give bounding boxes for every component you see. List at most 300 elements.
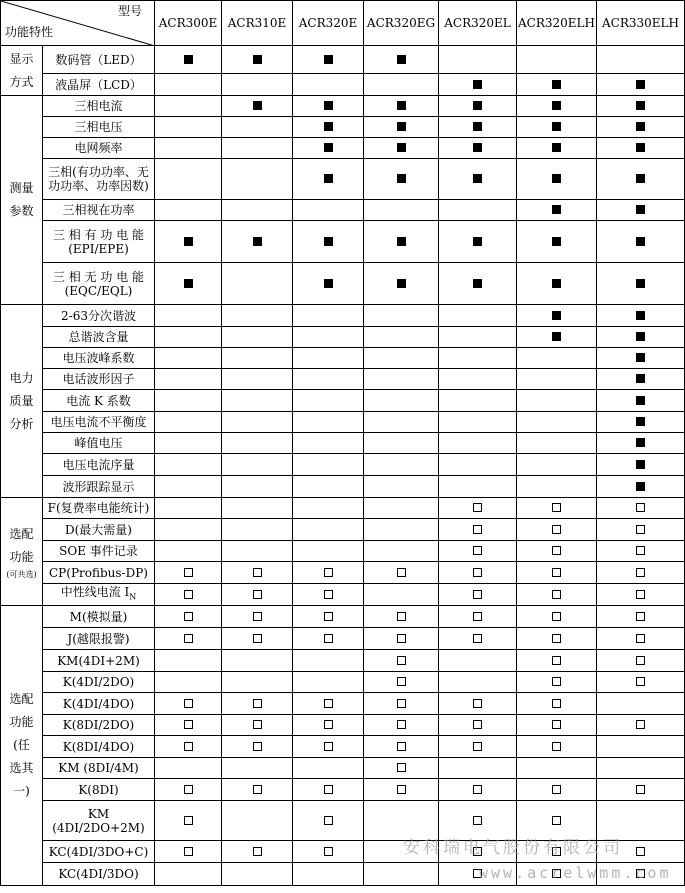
mark-cell — [439, 715, 517, 736]
mark-cell — [293, 519, 364, 541]
mark-cell — [293, 305, 364, 327]
mark-cell — [597, 498, 685, 519]
mark-cell — [517, 74, 597, 96]
optional-feature-icon — [473, 869, 482, 878]
optional-feature-icon — [324, 816, 333, 825]
mark-cell — [517, 801, 597, 841]
mark-cell — [364, 390, 439, 412]
standard-feature-icon — [636, 374, 645, 383]
mark-cell — [155, 628, 222, 650]
mark-cell — [364, 606, 439, 628]
feature-label — [43, 519, 155, 541]
mark-cell — [517, 693, 597, 715]
mark-cell — [293, 863, 364, 886]
mark-cell — [222, 841, 293, 863]
feature-label — [43, 117, 155, 138]
group-optional-label: 选配 功能 — [9, 526, 34, 564]
mark-cell — [364, 541, 439, 562]
header-feature-label: 功能特性 — [5, 25, 54, 39]
optional-feature-icon — [636, 525, 645, 534]
mark-cell — [222, 263, 293, 305]
mark-cell — [155, 562, 222, 584]
optional-feature-icon — [324, 612, 333, 621]
mark-cell — [155, 390, 222, 412]
mark-cell — [364, 348, 439, 369]
mark-cell — [517, 476, 597, 498]
optional-feature-icon — [552, 869, 561, 878]
mark-cell — [364, 74, 439, 96]
mark-cell — [222, 305, 293, 327]
mark-cell — [222, 606, 293, 628]
table-row — [1, 693, 685, 715]
mark-cell — [222, 801, 293, 841]
feature-text: KC(4DI/3DO) — [58, 867, 139, 881]
mark-cell — [222, 779, 293, 801]
optional-feature-icon — [473, 785, 482, 794]
mark-cell — [364, 562, 439, 584]
mark-cell — [517, 519, 597, 541]
mark-cell — [597, 46, 685, 74]
mark-cell — [222, 96, 293, 117]
mark-cell — [517, 628, 597, 650]
mark-cell — [439, 672, 517, 693]
mark-cell — [293, 801, 364, 841]
mark-cell — [155, 117, 222, 138]
mark-cell — [597, 541, 685, 562]
model-header-acr320el: ACR320EL — [439, 1, 517, 46]
mark-cell — [293, 758, 364, 779]
optional-feature-icon — [324, 742, 333, 751]
mark-cell — [597, 221, 685, 263]
mark-cell — [155, 801, 222, 841]
mark-cell — [155, 541, 222, 562]
standard-feature-icon — [473, 80, 482, 89]
feature-text: K(8DI/4DO) — [62, 739, 135, 754]
table-row — [1, 412, 685, 433]
mark-cell — [155, 348, 222, 369]
mark-cell — [222, 562, 293, 584]
mark-cell — [439, 454, 517, 476]
mark-cell — [597, 801, 685, 841]
feature-text: 电压电流序量 — [62, 457, 135, 472]
table-row — [1, 74, 685, 96]
mark-cell — [293, 412, 364, 433]
mark-cell — [597, 305, 685, 327]
feature-label — [43, 433, 155, 454]
mark-cell — [439, 736, 517, 758]
mark-cell — [155, 715, 222, 736]
mark-cell — [293, 672, 364, 693]
feature-text: 峰值电压 — [74, 436, 123, 450]
mark-cell — [597, 693, 685, 715]
mark-cell — [439, 801, 517, 841]
mark-cell — [364, 672, 439, 693]
mark-cell — [293, 263, 364, 305]
table-row — [1, 369, 685, 390]
mark-cell — [222, 758, 293, 779]
mark-cell — [364, 801, 439, 841]
mark-cell — [597, 715, 685, 736]
mark-cell — [517, 433, 597, 454]
table-row — [1, 96, 685, 117]
mark-cell — [155, 841, 222, 863]
standard-feature-icon — [397, 237, 406, 246]
standard-feature-icon — [324, 174, 333, 183]
table-row — [1, 841, 685, 863]
mark-cell — [155, 779, 222, 801]
mark-cell — [222, 863, 293, 886]
optional-feature-icon — [552, 785, 561, 794]
mark-cell — [439, 221, 517, 263]
header-corner-cell — [1, 1, 155, 46]
standard-feature-icon — [636, 237, 645, 246]
mark-cell — [597, 841, 685, 863]
optional-feature-icon — [552, 699, 561, 708]
mark-cell — [517, 454, 597, 476]
optional-feature-icon — [636, 546, 645, 555]
mark-cell — [293, 779, 364, 801]
feature-text: 电话波形因子 — [62, 372, 135, 386]
mark-cell — [293, 606, 364, 628]
optional-feature-icon — [184, 720, 193, 729]
mark-cell — [222, 369, 293, 390]
standard-feature-icon — [324, 237, 333, 246]
table-row — [1, 519, 685, 541]
mark-cell — [222, 498, 293, 519]
mark-cell — [222, 628, 293, 650]
mark-cell — [222, 736, 293, 758]
feature-label — [43, 841, 155, 863]
mark-cell — [155, 138, 222, 159]
standard-feature-icon — [397, 55, 406, 64]
mark-cell — [155, 758, 222, 779]
feature-text: KM (8DI/4M) — [58, 761, 139, 775]
mark-cell — [293, 46, 364, 74]
feature-text: 三 相 有 功 电 能 (EPI/EPE) — [52, 227, 145, 256]
standard-feature-icon — [636, 332, 645, 341]
feature-text: F(复费率电能统计) — [47, 501, 150, 515]
mark-cell — [517, 138, 597, 159]
feature-text: K(4DI/2DO) — [62, 675, 135, 689]
mark-cell — [222, 476, 293, 498]
mark-cell — [364, 305, 439, 327]
optional-feature-icon — [552, 720, 561, 729]
mark-cell — [293, 841, 364, 863]
feature-label — [43, 476, 155, 498]
optional-feature-icon — [397, 634, 406, 643]
mark-cell — [293, 736, 364, 758]
mark-cell — [517, 562, 597, 584]
feature-text: D(最大需量) — [65, 522, 132, 537]
mark-cell — [222, 390, 293, 412]
feature-label — [43, 801, 155, 841]
optional-feature-icon — [253, 612, 262, 621]
mark-cell — [222, 46, 293, 74]
feature-text: KC(4DI/3DO+C) — [48, 844, 149, 859]
feature-label — [43, 779, 155, 801]
mark-cell — [517, 779, 597, 801]
standard-feature-icon — [552, 122, 561, 131]
mark-cell — [364, 369, 439, 390]
optional-feature-icon — [473, 699, 482, 708]
mark-cell — [517, 159, 597, 200]
mark-cell — [439, 519, 517, 541]
table-row — [1, 736, 685, 758]
standard-feature-icon — [473, 143, 482, 152]
standard-feature-icon — [636, 174, 645, 183]
optional-feature-icon — [184, 816, 193, 825]
standard-feature-icon — [552, 174, 561, 183]
mark-cell — [364, 715, 439, 736]
mark-cell — [517, 841, 597, 863]
mark-cell — [439, 138, 517, 159]
table-row — [1, 138, 685, 159]
table-row — [1, 562, 685, 584]
optional-feature-icon — [397, 699, 406, 708]
optional-feature-icon — [636, 869, 645, 878]
mark-cell — [517, 390, 597, 412]
mark-cell — [293, 715, 364, 736]
mark-cell — [364, 263, 439, 305]
mark-cell — [517, 498, 597, 519]
mark-cell — [517, 348, 597, 369]
mark-cell — [517, 606, 597, 628]
feature-label — [43, 200, 155, 221]
mark-cell — [222, 693, 293, 715]
optional-feature-icon — [184, 634, 193, 643]
mark-cell — [597, 779, 685, 801]
mark-cell — [155, 519, 222, 541]
feature-label — [43, 159, 155, 200]
feature-label — [43, 221, 155, 263]
group-power-quality-label: 电力 质量 分析 — [9, 370, 34, 431]
optional-feature-icon — [636, 656, 645, 665]
mark-cell — [293, 628, 364, 650]
model-header-acr310e: ACR310E — [222, 1, 293, 46]
standard-feature-icon — [636, 417, 645, 426]
header-row — [1, 1, 685, 46]
mark-cell — [597, 200, 685, 221]
mark-cell — [364, 433, 439, 454]
mark-cell — [293, 562, 364, 584]
mark-cell — [155, 221, 222, 263]
mark-cell — [293, 433, 364, 454]
group-measure-label: 测量 参数 — [9, 181, 34, 218]
optional-feature-icon — [253, 634, 262, 643]
standard-feature-icon — [253, 101, 262, 110]
mark-cell — [222, 650, 293, 672]
mark-cell — [222, 412, 293, 433]
optional-feature-icon — [473, 742, 482, 751]
group-optional-note: (可共选) — [6, 569, 37, 579]
standard-feature-icon — [324, 279, 333, 288]
mark-cell — [293, 200, 364, 221]
table-row — [1, 584, 685, 606]
standard-feature-icon — [636, 101, 645, 110]
feature-text: 数码管（LED） — [55, 52, 142, 67]
feature-text: 电流 K 系数 — [66, 393, 131, 408]
feature-text: KM(4DI+2M) — [57, 653, 140, 668]
mark-cell — [155, 159, 222, 200]
feature-label — [43, 863, 155, 886]
mark-cell — [364, 221, 439, 263]
mark-cell — [439, 498, 517, 519]
optional-feature-icon — [636, 503, 645, 512]
mark-cell — [597, 863, 685, 886]
mark-cell — [222, 454, 293, 476]
feature-label — [43, 74, 155, 96]
optional-feature-icon — [324, 785, 333, 794]
mark-cell — [155, 369, 222, 390]
feature-text: J(越限报警) — [67, 631, 130, 646]
mark-cell — [439, 200, 517, 221]
optional-feature-icon — [324, 720, 333, 729]
standard-feature-icon — [552, 279, 561, 288]
mark-cell — [439, 327, 517, 348]
mark-cell — [293, 454, 364, 476]
optional-feature-icon — [636, 847, 645, 856]
table-row — [1, 221, 685, 263]
optional-feature-icon — [473, 546, 482, 555]
mark-cell — [597, 519, 685, 541]
feature-label — [43, 758, 155, 779]
feature-text: K(4DI/4DO) — [62, 696, 135, 711]
mark-cell — [155, 454, 222, 476]
optional-feature-icon — [324, 590, 333, 599]
standard-feature-icon — [636, 279, 645, 288]
mark-cell — [597, 96, 685, 117]
mark-cell — [364, 454, 439, 476]
standard-feature-icon — [184, 55, 193, 64]
optional-feature-icon — [184, 590, 193, 599]
optional-feature-icon — [473, 525, 482, 534]
optional-feature-icon — [184, 568, 193, 577]
mark-cell — [439, 693, 517, 715]
mark-cell — [439, 46, 517, 74]
table-row — [1, 305, 685, 327]
mark-cell — [439, 348, 517, 369]
mark-cell — [517, 863, 597, 886]
mark-cell — [597, 628, 685, 650]
table-row — [1, 758, 685, 779]
mark-cell — [597, 117, 685, 138]
mark-cell — [364, 736, 439, 758]
mark-cell — [155, 650, 222, 672]
mark-cell — [222, 117, 293, 138]
optional-feature-icon — [397, 720, 406, 729]
table-row — [1, 327, 685, 348]
mark-cell — [439, 562, 517, 584]
feature-label — [43, 498, 155, 519]
mark-cell — [517, 327, 597, 348]
optional-feature-icon — [473, 634, 482, 643]
standard-feature-icon — [636, 353, 645, 362]
mark-cell — [364, 584, 439, 606]
feature-label — [43, 584, 155, 606]
mark-cell — [597, 138, 685, 159]
group-power-quality — [1, 305, 43, 498]
mark-cell — [222, 348, 293, 369]
standard-feature-icon — [552, 311, 561, 320]
mark-cell — [364, 779, 439, 801]
mark-cell — [439, 390, 517, 412]
feature-text: 总谐波含量 — [68, 330, 129, 344]
feature-text: 波形跟踪显示 — [62, 479, 135, 494]
optional-feature-icon — [184, 742, 193, 751]
mark-cell — [222, 715, 293, 736]
feature-text: K(8DI) — [78, 782, 119, 797]
mark-cell — [364, 650, 439, 672]
mark-cell — [293, 498, 364, 519]
optional-feature-icon — [184, 699, 193, 708]
mark-cell — [439, 74, 517, 96]
table-row — [1, 390, 685, 412]
mark-cell — [597, 562, 685, 584]
optional-feature-icon — [473, 503, 482, 512]
mark-cell — [293, 369, 364, 390]
standard-feature-icon — [636, 80, 645, 89]
mark-cell — [155, 74, 222, 96]
mark-cell — [597, 327, 685, 348]
feature-label — [43, 348, 155, 369]
mark-cell — [517, 369, 597, 390]
mark-cell — [517, 200, 597, 221]
feature-text: 电网频率 — [74, 141, 123, 155]
optional-feature-icon — [397, 763, 406, 772]
optional-feature-icon — [473, 590, 482, 599]
optional-feature-icon — [397, 656, 406, 665]
standard-feature-icon — [552, 80, 561, 89]
mark-cell — [517, 305, 597, 327]
standard-feature-icon — [473, 279, 482, 288]
mark-cell — [597, 348, 685, 369]
mark-cell — [517, 221, 597, 263]
mark-cell — [597, 736, 685, 758]
mark-cell — [155, 327, 222, 348]
optional-feature-icon — [184, 847, 193, 856]
table-row — [1, 348, 685, 369]
mark-cell — [364, 693, 439, 715]
mark-cell — [155, 693, 222, 715]
feature-label — [43, 46, 155, 74]
table-row — [1, 159, 685, 200]
standard-feature-icon — [552, 143, 561, 152]
mark-cell — [293, 476, 364, 498]
mark-cell — [439, 117, 517, 138]
mark-cell — [517, 650, 597, 672]
standard-feature-icon — [473, 174, 482, 183]
optional-feature-icon — [253, 699, 262, 708]
standard-feature-icon — [324, 122, 333, 131]
standard-feature-icon — [473, 101, 482, 110]
mark-cell — [364, 96, 439, 117]
group-measure — [1, 96, 43, 305]
optional-feature-icon — [324, 568, 333, 577]
feature-label — [43, 693, 155, 715]
mark-cell — [364, 841, 439, 863]
feature-text: M(模拟量) — [69, 609, 128, 624]
mark-cell — [517, 117, 597, 138]
feature-label — [43, 628, 155, 650]
optional-feature-icon — [636, 785, 645, 794]
standard-feature-icon — [636, 438, 645, 447]
feature-text: 2-63分次谐波 — [61, 308, 136, 323]
model-header-acr320elh: ACR320ELH — [517, 1, 597, 46]
mark-cell — [517, 584, 597, 606]
mark-cell — [155, 433, 222, 454]
mark-cell — [439, 412, 517, 433]
mark-cell — [364, 327, 439, 348]
